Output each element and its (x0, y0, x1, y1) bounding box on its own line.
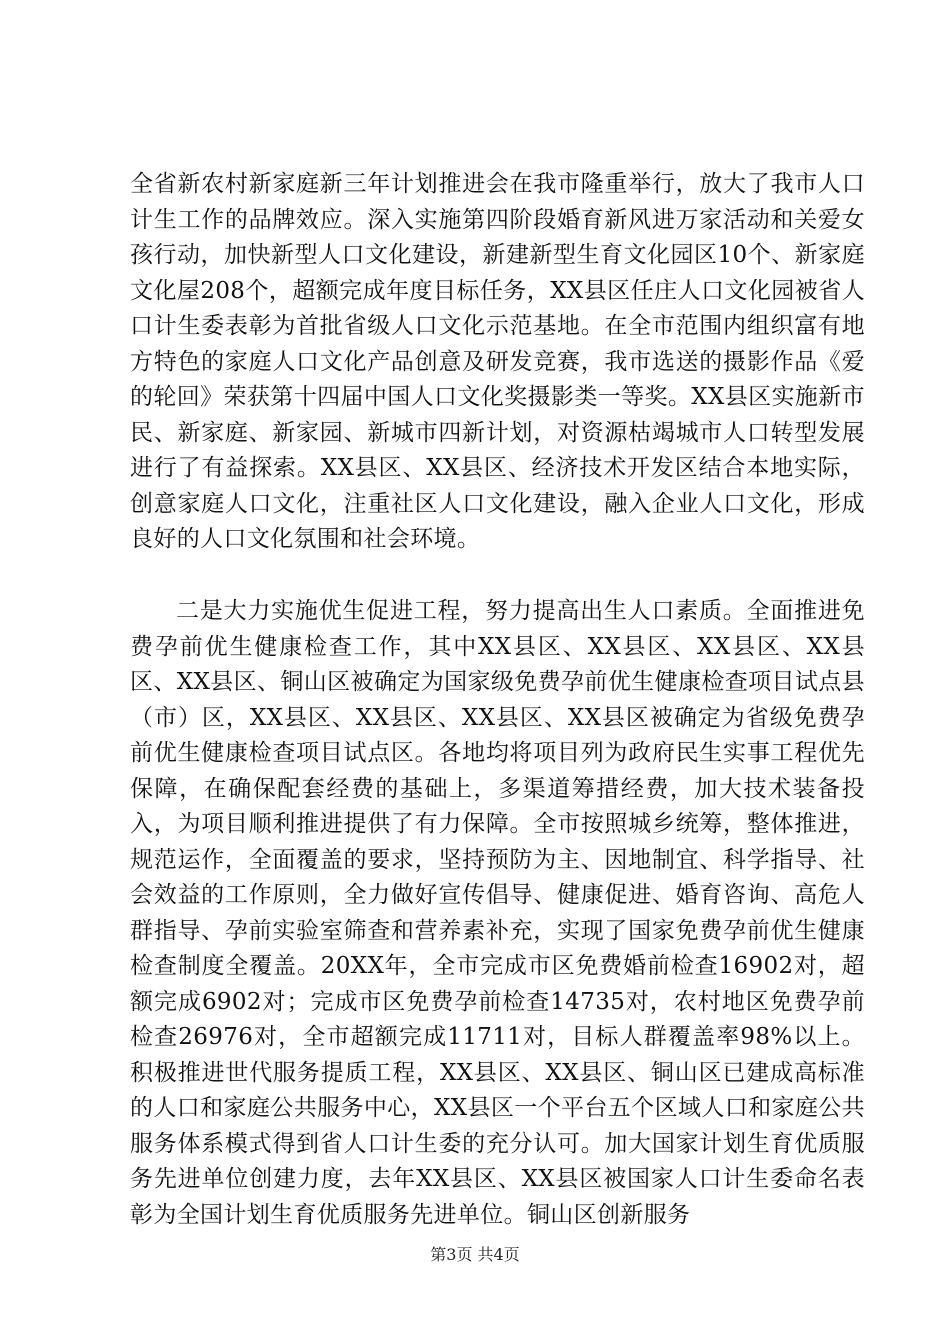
body-paragraph-1: 全省新农村新家庭新三年计划推进会在我市隆重举行，放大了我市人口计生工作的品牌效应。深入实施第四阶段婚育新风进万家活动和关爱女孩行动，加快新型人口文化建设，新建新型生育文化园区10个、新家庭文化屋208个，超额完成年度目标任务，XX县区任庄人口文化园被省人口计生委表彰为首批省级人口文化示范基地。在全市范围内组织富有地方特色的家庭人口文化产品创意及研发竞赛，我市选送的摄影作品《爱的轮回》荣获第十四届中国人口文化奖摄影类一等奖。XX县区实施新市民、新家庭、新家园、新城市四新计划，对资源枯竭城市人口转型发展进行了有益探索。XX县区、XX县区、经济技术开发区结合本地实际，创意家庭人口文化，注重社区人口文化建设，融入企业人口文化，形成良好的人口文化氛围和社会环境。 (130, 171, 865, 552)
body-paragraph-2: 二是大力实施优生促进工程，努力提高出生人口素质。全面推进免费孕前优生健康检查工作，其中XX县区、XX县区、XX县区、XX县区、XX县区、铜山区被确定为国家级免费孕前优生健康检查项目试点县（市）区，XX县区、XX县区、XX县区、XX县区被确定为省级免费孕前优生健康检查项目试点区。各地均将项目列为政府民生实事工程优先保障，在确保配套经费的基础上，多渠道筹措经费，加大技术装备投入，为项目顺利推进提供了有力保障。全市按照城乡统筹，整体推进，规范运作，全面覆盖的要求，坚持预防为主、因地制宜、科学指导、社会效益的工作原则，全力做好宣传倡导、健康促进、婚育咨询、高危人群指导、孕前实验室筛查和营养素补充，实现了国家免费孕前优生健康检查制度全覆盖。20XX年，全市完成市区免费婚前检查16902对，超额完成6902对；完成市区免费孕前检查14735对，农村地区免费孕前检查26976对，全市超额完成11711对，目标人群覆盖率98%以上。积极推进世代服务提质工程，XX县区、XX县区、铜山区已建成高标准的人口和家庭公共服务中心，XX县区一个平台五个区域人口和家庭公共服务体系模式得到省人口计生委的充分认可。加大国家计划生育优质服务先进单位创建力度，去年XX县区、XX县区被国家人口计生委命名表彰为全国计划生育优质服务先进单位。铜山区创新服务 (130, 598, 865, 1228)
page-number-footer: 第3页 共4页 (430, 1245, 520, 1264)
